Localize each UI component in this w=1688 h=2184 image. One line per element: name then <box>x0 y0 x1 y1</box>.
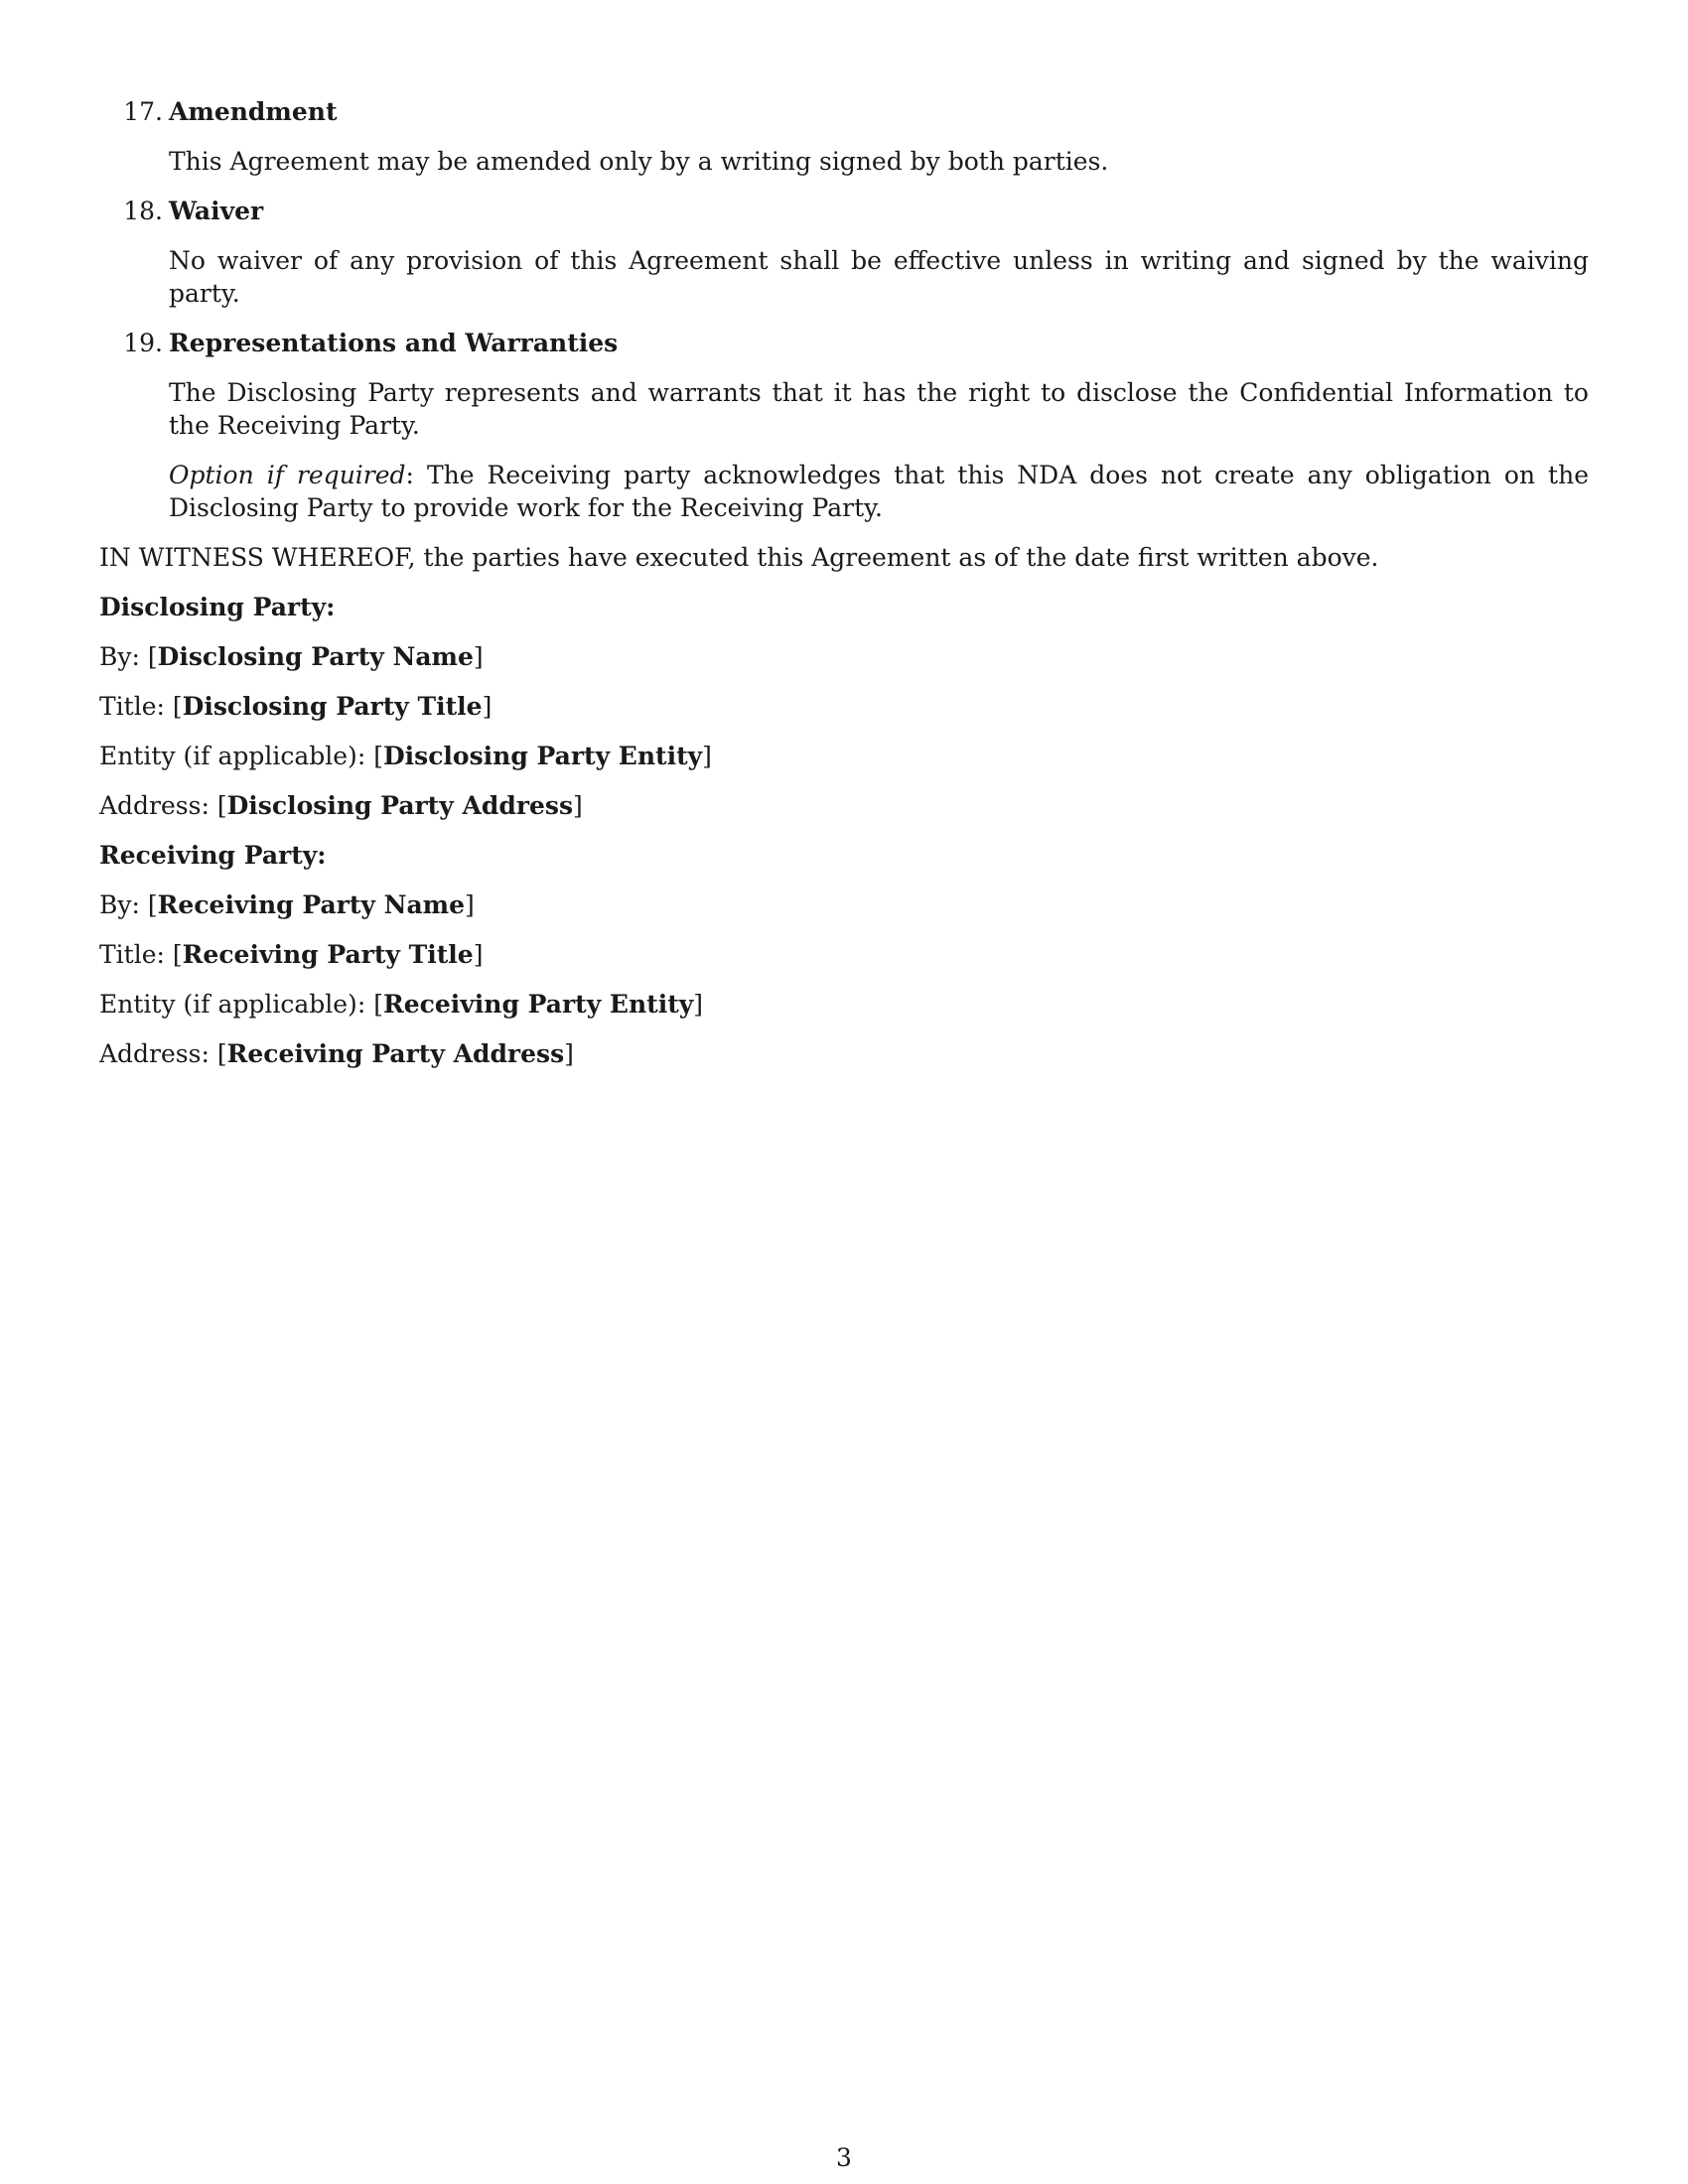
receiving-address-placeholder: Receiving Party Address <box>226 1039 565 1068</box>
by-label: By: <box>99 890 148 919</box>
bracket-open: [ <box>172 692 183 721</box>
disclosing-entity-placeholder: Disclosing Party Entity <box>382 742 703 770</box>
title-label: Title: <box>99 940 173 969</box>
receiving-entity-line <box>99 988 1589 1021</box>
section-paragraph: The Disclosing Party represents and warrants that it has the right to disclose the Confidential Information to the Receiving Party. <box>169 378 1589 440</box>
entity-label: Entity (if applicable): <box>99 742 374 770</box>
section-representations-warranties <box>99 327 1589 524</box>
section-paragraph: This Agreement may be amended only by a writing signed by both parties. <box>169 147 1109 176</box>
bracket-open: [ <box>216 791 227 820</box>
bracket-close: ] <box>573 791 583 820</box>
entity-label: Entity (if applicable): <box>99 990 374 1019</box>
witness-statement: IN WITNESS WHEREOF, the parties have executed this Agreement as of the date first written above. <box>99 543 1379 572</box>
option-paragraph <box>169 459 1589 524</box>
bracket-open: [ <box>147 890 158 919</box>
bracket-close: ] <box>473 642 484 671</box>
bracket-close: ] <box>702 742 712 770</box>
disclosing-address-placeholder: Disclosing Party Address <box>226 791 574 820</box>
bracket-close: ] <box>482 692 492 721</box>
receiving-entity-placeholder: Receiving Party Entity <box>382 990 694 1019</box>
section-paragraph: No waiver of any provision of this Agreement shall be effective unless in writing and signed by the waiving party. <box>169 246 1589 308</box>
section-title: Amendment <box>169 97 338 126</box>
bracket-open: [ <box>147 642 158 671</box>
address-label: Address: <box>99 791 217 820</box>
bracket-close: ] <box>693 990 704 1019</box>
bracket-close: ] <box>465 890 475 919</box>
section-amendment <box>99 95 1589 178</box>
disclosing-party-block <box>99 591 1589 822</box>
section-number: 17. <box>123 97 163 126</box>
bracket-open: [ <box>216 1039 227 1068</box>
bracket-close: ] <box>473 940 484 969</box>
bracket-close: ] <box>564 1039 574 1068</box>
option-text: : The Receiving party acknowledges that this NDA does not create any obligation on the Disclosing Party to provide work for the Receiving Party. <box>169 461 1589 522</box>
address-label: Address: <box>99 1039 217 1068</box>
disclosing-by-line <box>99 640 1589 673</box>
disclosing-title-line <box>99 690 1589 723</box>
receiving-name-placeholder: Receiving Party Name <box>157 890 466 919</box>
receiving-party-block <box>99 839 1589 1070</box>
disclosing-party-heading: Disclosing Party: <box>99 593 336 621</box>
by-label: By: <box>99 642 148 671</box>
disclosing-title-placeholder: Disclosing Party Title <box>182 692 483 721</box>
section-title: Waiver <box>169 197 264 225</box>
section-number: 18. <box>123 197 163 225</box>
document-page <box>99 95 1589 1087</box>
bracket-open: [ <box>373 990 383 1019</box>
disclosing-address-line <box>99 789 1589 822</box>
disclosing-entity-line <box>99 740 1589 772</box>
section-number: 19. <box>123 329 163 357</box>
section-waiver <box>99 195 1589 310</box>
bracket-open: [ <box>373 742 383 770</box>
receiving-title-line <box>99 938 1589 971</box>
receiving-title-placeholder: Receiving Party Title <box>182 940 474 969</box>
section-title: Representations and Warranties <box>169 329 619 357</box>
receiving-by-line <box>99 888 1589 921</box>
receiving-party-heading: Receiving Party: <box>99 841 327 870</box>
disclosing-name-placeholder: Disclosing Party Name <box>157 642 474 671</box>
bracket-open: [ <box>172 940 183 969</box>
option-label: Option if required <box>169 461 406 489</box>
receiving-address-line <box>99 1037 1589 1070</box>
title-label: Title: <box>99 692 173 721</box>
page-number: 3 <box>836 2143 852 2172</box>
